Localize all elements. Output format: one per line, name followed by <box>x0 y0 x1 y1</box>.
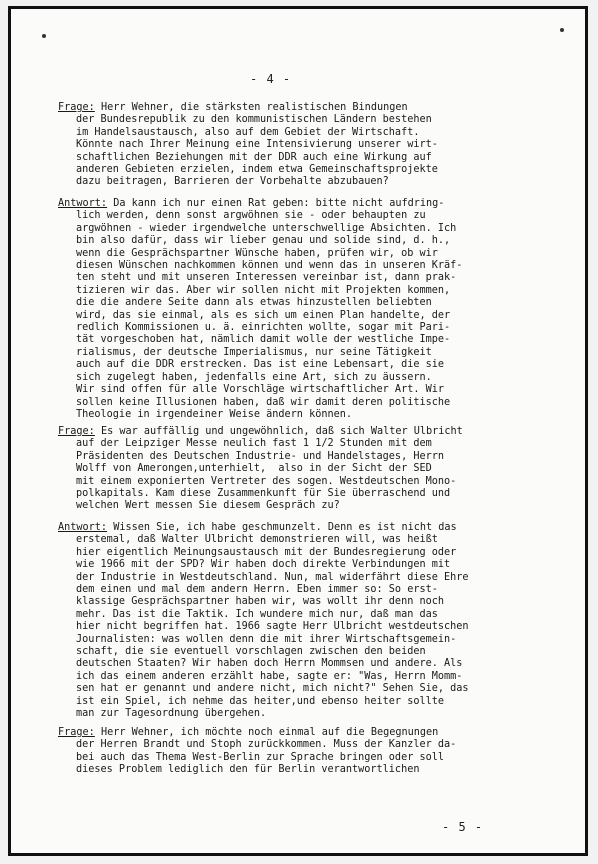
text-line: auch auf die DDR erstrecken. Das ist eine Lebensart, die sie <box>76 359 445 371</box>
text-line: bei auch das Thema West-Berlin zur Sprache bringen oder soll <box>76 751 445 763</box>
text-line: tizieren wir das. Aber wir sollen nicht mit Projekten kommen, <box>76 284 451 296</box>
question-label: Frage: <box>58 426 95 437</box>
text-line: deutschen Staaten? Wir haben doch Herrn Mommsen und andere. Als <box>76 658 463 670</box>
text-line: erstemal, daß Walter Ulbricht demonstrieren will, was heißt <box>76 534 438 546</box>
text-line: Theologie in irgendeiner Weise ändern können. <box>76 408 353 420</box>
page-number: - 4 - <box>250 72 292 86</box>
first-line <box>58 426 558 438</box>
line-text: Da kann ich nur einen Rat geben: bitte nicht aufdring- <box>107 198 445 209</box>
text-line: Journalisten: was wollen denn die mit ihrer Wirtschaftsgemein- <box>76 633 457 645</box>
first-line <box>58 727 558 739</box>
answer-label: Antwort: <box>58 198 108 209</box>
text-line: sollen keine Illusionen haben, daß wir damit deren politische <box>76 396 451 408</box>
question-3 <box>58 727 558 777</box>
text-line: dieses Problem lediglich den für Berlin verantwortlichen <box>76 764 420 776</box>
punch-mark <box>42 34 46 38</box>
punch-mark <box>560 28 564 32</box>
text-line: der Industrie in Westdeutschland. Nun, mal widerfährt diese Ehre <box>76 571 469 583</box>
text-line: wie 1966 mit der SPD? Wir haben doch direkte Verbindungen mit <box>76 559 451 571</box>
line-text: Wissen Sie, ich habe geschmunzelt. Denn es ist nicht das <box>107 522 457 533</box>
text-line: bin also dafür, dass wir lieber genau und solide sind, d. h., <box>76 235 451 247</box>
line-text: Herr Wehner, ich möchte noch einmal auf die Begegnungen <box>94 727 439 738</box>
text-line: diesen Wünschen nachkommen können und wenn das in unseren Kräf- <box>76 260 463 272</box>
answer-1 <box>58 198 558 421</box>
first-line <box>58 522 558 534</box>
text-line: rialismus, der deutsche Imperialismus, nur seine Tätigkeit <box>76 346 432 358</box>
text-line: auf der Leipziger Messe neulich fast 1 1/2 Stunden mit dem <box>76 438 432 450</box>
text-line: sich zugelegt haben, jedenfalls eine Art, sich zu äussern. <box>76 371 432 383</box>
question-1 <box>58 102 558 189</box>
text-line: anderen Gebieten erzielen, indem etwa Gemeinschaftsprojekte <box>76 164 438 176</box>
text-line: schaftlichen Beziehungen mit der DDR auch eine Wirkung auf <box>76 151 432 163</box>
text-line: die die andere Seite dann als etwas hinzustellen beliebten <box>76 297 432 309</box>
text-line: klassige Gesprächspartner haben wir, was wollt ihr denn noch <box>76 596 445 608</box>
text-line: mit einem exponierten Vertreter des sogen. Westdeutschen Mono- <box>76 475 457 487</box>
first-line <box>58 102 558 114</box>
text-line: hier eigentlich Meinungsaustausch mit der Bundesregierung oder <box>76 546 457 558</box>
text-line: mehr. Das ist die Taktik. Ich wundere mich nur, daß man das <box>76 608 438 620</box>
text-line: tät vorgeschoben hat, nämlich damit wolle der westliche Impe- <box>76 334 451 346</box>
text-line: redlich Kommissionen u. ä. einrichten wollte, sogar mit Pari- <box>76 322 451 334</box>
first-line <box>58 198 558 210</box>
text-line: wenn die Gesprächspartner Wünsche haben, prüfen wir, ob wir <box>76 247 438 259</box>
text-line: welchen Wert messen Sie diesem Gespräch zu? <box>76 500 340 512</box>
footer-page-number: - 5 - <box>442 820 484 834</box>
text-line: man zur Tagesordnung übergehen. <box>76 708 267 720</box>
text-line: ten steht und mit unseren Interessen vereinbar ist, dann prak- <box>76 272 457 284</box>
text-line: wird, das sie einmal, als es sich um einen Plan handelte, der <box>76 309 451 321</box>
question-label: Frage: <box>58 727 95 738</box>
answer-2 <box>58 522 558 721</box>
text-line: im Handelsaustausch, also auf dem Gebiet der Wirtschaft. <box>76 126 420 138</box>
text-line: Präsidenten des Deutschen Industrie- und Handelstages, Herrn <box>76 450 445 462</box>
text-line: dazu beitragen, Barrieren der Vorbehalte abzubauen? <box>76 176 389 188</box>
text-line: Wolff von Amerongen,unterhielt, also in der Sicht der SED <box>76 463 432 475</box>
text-line: der Bundesrepublik zu den kommunistischen Ländern bestehen <box>76 114 432 126</box>
line-text: Herr Wehner, die stärksten realistischen Bindungen <box>94 102 408 113</box>
text-line: Wir sind offen für alle Vorschläge wirtschaftlicher Art. Wir <box>76 384 445 396</box>
text-line: lich werden, denn sonst argwöhnen sie - oder behaupten zu <box>76 210 426 222</box>
text-line: polkapitals. Kam diese Zusammenkunft für Sie überraschend und <box>76 488 451 500</box>
text-line: ich das einem anderen erzählt habe, sagte er: "Was, Herrn Momm- <box>76 670 463 682</box>
text-line: argwöhnen - wieder irgendwelche unterschwellige Absichten. Ich <box>76 222 457 234</box>
text-line: der Herren Brandt und Stoph zurückkommen. Muss der Kanzler da- <box>76 739 457 751</box>
text-line: hier nicht begriffen hat. 1966 sagte Herr Ulbricht westdeutschen <box>76 621 469 633</box>
text-line: sen hat er genannt und andere nicht, mich nicht?" Sehen Sie, das <box>76 683 469 695</box>
text-line: Könnte nach Ihrer Meinung eine Intensivierung unserer wirt- <box>76 139 438 151</box>
answer-label: Antwort: <box>58 522 108 533</box>
question-2 <box>58 426 558 513</box>
text-line: schaft, die sie eventuell vorschlagen zwischen den beiden <box>76 646 426 658</box>
text-line: ist ein Spiel, ich nehme das heiter,und ebenso heiter sollte <box>76 695 445 707</box>
question-label: Frage: <box>58 102 95 113</box>
text-line: dem einen und mal dem andern Herrn. Eben immer so: So erst- <box>76 584 438 596</box>
line-text: Es war auffällig und ungewöhnlich, daß sich Walter Ulbricht <box>94 426 463 437</box>
